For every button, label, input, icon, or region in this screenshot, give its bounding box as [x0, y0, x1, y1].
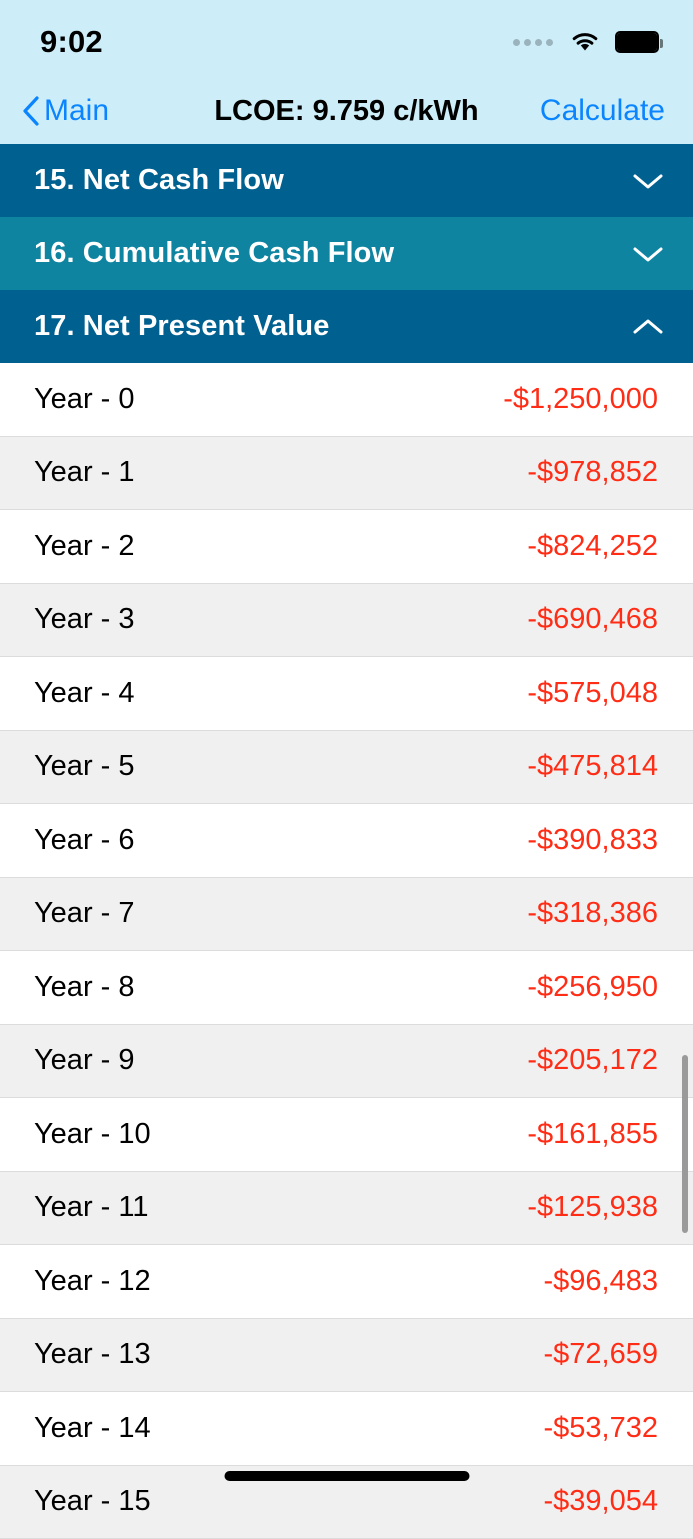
row-label: Year - 5 — [34, 750, 135, 783]
row-value: -$72,659 — [544, 1338, 659, 1371]
row-value: -$96,483 — [544, 1265, 659, 1298]
row-value: -$161,855 — [527, 1118, 658, 1151]
section-title: 17. Net Present Value — [34, 310, 329, 343]
table-row[interactable] — [0, 1098, 693, 1172]
back-button[interactable] — [22, 94, 109, 128]
row-label: Year - 9 — [34, 1044, 135, 1077]
row-label: Year - 13 — [34, 1338, 151, 1371]
table-row[interactable] — [0, 951, 693, 1025]
table-row[interactable] — [0, 510, 693, 584]
status-bar — [0, 0, 693, 78]
vertical-scrollbar[interactable] — [682, 1055, 688, 1233]
table-row[interactable] — [0, 1319, 693, 1393]
row-value: -$53,732 — [544, 1412, 659, 1445]
section-title: 15. Net Cash Flow — [34, 164, 284, 197]
calculate-button[interactable]: Calculate — [540, 94, 665, 128]
row-label: Year - 2 — [34, 530, 135, 563]
row-value: -$690,468 — [527, 603, 658, 636]
net-present-value-list[interactable] — [0, 363, 693, 1539]
table-row[interactable] — [0, 657, 693, 731]
row-value: -$318,386 — [527, 897, 658, 930]
chevron-down-icon — [633, 245, 663, 263]
section-header-net-cash-flow[interactable] — [0, 144, 693, 217]
table-row[interactable] — [0, 437, 693, 511]
section-header-net-present-value[interactable] — [0, 290, 693, 363]
table-row[interactable] — [0, 584, 693, 658]
chevron-up-icon — [633, 318, 663, 336]
row-value: -$824,252 — [527, 530, 658, 563]
section-title: 16. Cumulative Cash Flow — [34, 237, 394, 270]
table-row[interactable] — [0, 804, 693, 878]
row-value: -$475,814 — [527, 750, 658, 783]
table-row[interactable] — [0, 1245, 693, 1319]
row-value: -$575,048 — [527, 677, 658, 710]
table-row[interactable] — [0, 731, 693, 805]
row-label: Year - 11 — [34, 1191, 148, 1224]
wifi-icon — [569, 30, 601, 54]
back-button-label: Main — [44, 94, 109, 128]
row-label: Year - 15 — [34, 1485, 151, 1518]
status-time: 9:02 — [40, 24, 103, 60]
row-label: Year - 3 — [34, 603, 135, 636]
chevron-down-icon — [633, 172, 663, 190]
row-value: -$39,054 — [544, 1485, 659, 1518]
table-row[interactable] — [0, 363, 693, 437]
page-title: LCOE: 9.759 c/kWh — [0, 95, 693, 128]
signal-dots-icon — [513, 39, 553, 46]
row-value: -$256,950 — [527, 971, 658, 1004]
navigation-bar — [0, 78, 693, 144]
row-label: Year - 8 — [34, 971, 135, 1004]
row-value: -$125,938 — [527, 1191, 658, 1224]
row-label: Year - 1 — [34, 456, 135, 489]
row-label: Year - 14 — [34, 1412, 151, 1445]
table-row[interactable] — [0, 1392, 693, 1466]
home-indicator — [224, 1471, 469, 1481]
table-row[interactable] — [0, 878, 693, 952]
battery-full-icon — [615, 31, 659, 53]
table-row[interactable] — [0, 1025, 693, 1099]
row-label: Year - 10 — [34, 1118, 151, 1151]
row-label: Year - 6 — [34, 824, 135, 857]
table-row[interactable] — [0, 1172, 693, 1246]
row-value: -$1,250,000 — [503, 383, 658, 416]
row-value: -$205,172 — [527, 1044, 658, 1077]
status-indicators — [513, 30, 659, 54]
row-label: Year - 12 — [34, 1265, 151, 1298]
chevron-left-icon — [22, 96, 40, 126]
row-label: Year - 0 — [34, 383, 135, 416]
row-value: -$390,833 — [527, 824, 658, 857]
row-label: Year - 7 — [34, 897, 135, 930]
section-header-cumulative-cash-flow[interactable] — [0, 217, 693, 290]
row-label: Year - 4 — [34, 677, 135, 710]
row-value: -$978,852 — [527, 456, 658, 489]
